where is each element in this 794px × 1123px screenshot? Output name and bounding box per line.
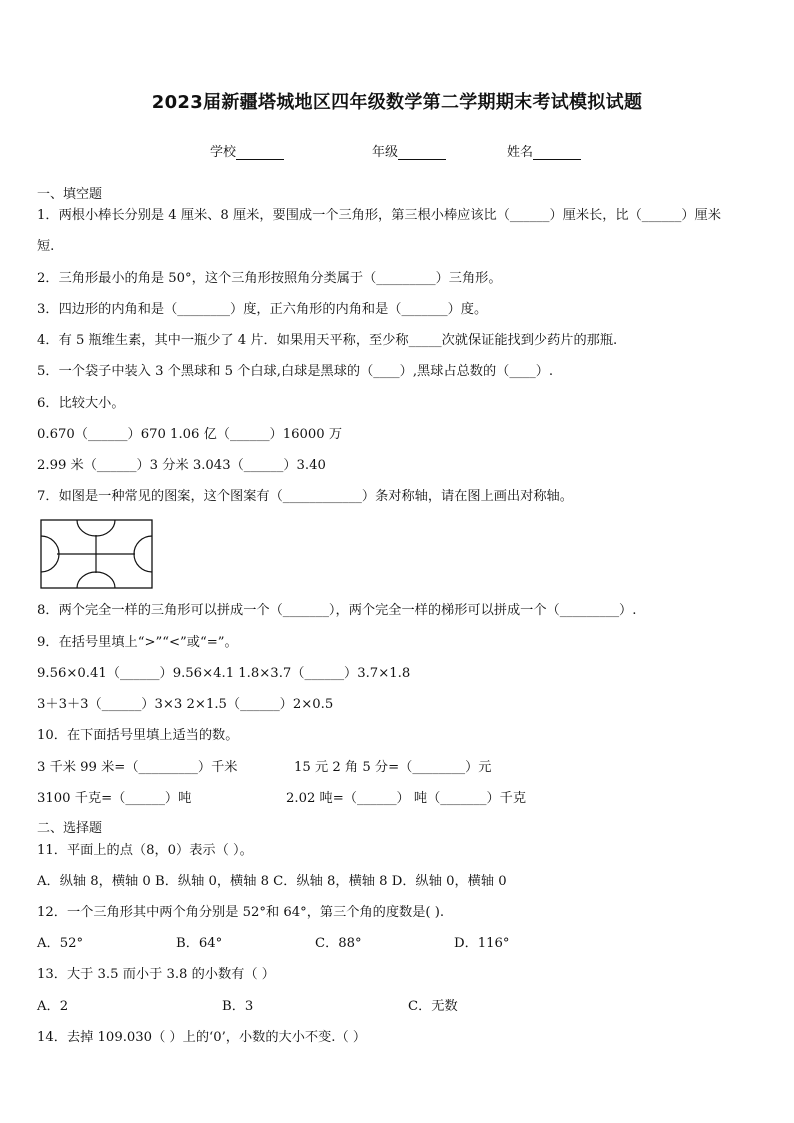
school-field — [210, 141, 284, 160]
question-12-option-b: B．64° — [176, 936, 223, 951]
question-10-item-2: 15 元 2 角 5 分=（________）元 — [294, 760, 492, 775]
question-12-option-d: D．116° — [454, 936, 510, 951]
question-6-row-1: 0.670（______）670 1.06 亿（______）16000 万 — [37, 427, 343, 442]
question-6-row-2: 2.99 米（______）3 分米 3.043（______）3.40 — [37, 458, 326, 473]
name-field — [507, 141, 581, 160]
question-13-option-c: C．无数 — [408, 999, 458, 1014]
pattern-right-arc — [134, 536, 152, 572]
section-fill-heading: 一、填空题 — [37, 187, 103, 202]
name-label: 姓名 — [507, 145, 534, 160]
question-5: 5．一个袋子中装入 3 个黑球和 5 个白球,白球是黑球的（____）,黑球占总数的（____）. — [37, 364, 554, 379]
grade-blank[interactable] — [398, 146, 446, 160]
grade-label: 年级 — [372, 145, 399, 160]
question-3: 3．四边形的内角和是（________）度，正六角形的内角和是（_______）度。 — [37, 302, 488, 317]
pattern-top-arc — [77, 520, 115, 536]
section-choice-heading: 二、选择题 — [37, 821, 103, 836]
question-2: 2．三角形最小的角是 50°，这个三角形按照角分类属于（_________）三角形。 — [37, 271, 502, 286]
question-9-row-1: 9.56×0.41（______）9.56×4.1 1.8×3.7（______）3.7×1.8 — [37, 666, 411, 681]
question-13-option-b: B．3 — [222, 999, 254, 1014]
question-9-row-2: 3＋3＋3（______）3×3 2×1.5（______）2×0.5 — [37, 697, 334, 712]
question-4: 4．有 5 瓶维生素，其中一瓶少了 4 片．如果用天平称，至少称_____次就保证能找到少药片的那瓶. — [37, 333, 618, 348]
grade-field — [372, 141, 446, 160]
question-9: 9．在括号里填上“>”“<”或“=”。 — [37, 635, 238, 650]
question-10-item-3: 3100 千克=（______）吨 — [37, 791, 192, 806]
question-8: 8．两个完全一样的三角形可以拼成一个（_______），两个完全一样的梯形可以拼成一个（_________）. — [37, 603, 637, 618]
pattern-left-arc — [41, 536, 59, 572]
question-12-option-a: A．52° — [37, 936, 84, 951]
question-6: 6．比较大小。 — [37, 396, 125, 411]
question-11-options: A．纵轴 8，横轴 0 B．纵轴 0，横轴 8 C．纵轴 8，横轴 8 D．纵轴 0，横轴 0 — [37, 874, 507, 889]
school-label: 学校 — [210, 145, 237, 160]
name-blank[interactable] — [533, 146, 581, 160]
page-title: 2023届新疆塔城地区四年级数学第二学期期末考试模拟试题 — [151, 92, 643, 113]
question-10-item-4: 2.02 吨=（______） 吨（_______）千克 — [286, 791, 527, 806]
question-10: 10．在下面括号里填上适当的数。 — [37, 728, 239, 743]
question-1: 1．两根小棒长分别是 4 厘米、8 厘米，要围成一个三角形，第三根小棒应该比（______）厘米长，比（______）厘米 — [37, 208, 721, 223]
pattern-bottom-arc — [77, 572, 115, 588]
question-13-option-a: A．2 — [37, 999, 69, 1014]
question-12-option-c: C．88° — [315, 936, 362, 951]
question-7: 7．如图是一种常见的图案，这个图案有（____________）条对称轴，请在图上画出对称轴。 — [37, 489, 573, 504]
question-1-continued: 短. — [37, 239, 55, 254]
school-blank[interactable] — [236, 146, 284, 160]
question-10-item-1: 3 千米 99 米=（_________）千米 — [37, 760, 238, 775]
question-12: 12．一个三角形其中两个角分别是 52°和 64°，第三个角的度数是( ). — [37, 905, 445, 920]
symmetry-pattern-figure — [40, 519, 155, 591]
question-14: 14．去掉 109.030（ ）上的‘0’，小数的大小不变.（ ） — [37, 1030, 367, 1045]
question-13: 13．大于 3.5 而小于 3.8 的小数有（ ） — [37, 967, 275, 982]
question-11: 11．平面上的点（8，0）表示（ ）。 — [37, 843, 253, 858]
